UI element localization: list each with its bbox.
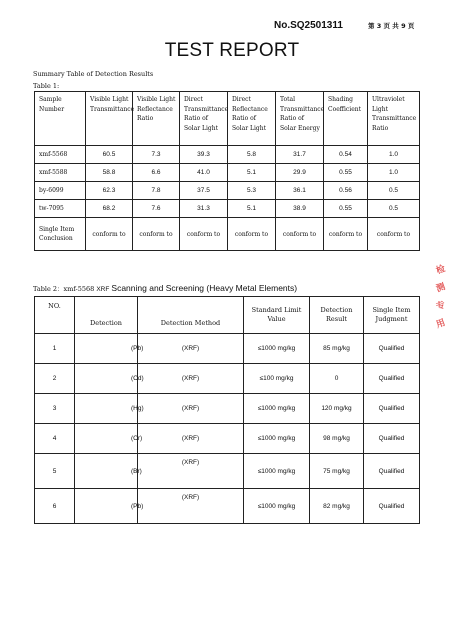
page-number: 第 3 页 共 9 页	[368, 22, 415, 30]
red-seal-stamp	[434, 262, 447, 352]
table2-header-cell: Detection Method	[138, 297, 244, 334]
row-number: 5	[35, 454, 75, 489]
table2-header-cell: Standard Limit Value	[244, 297, 310, 334]
table2-header-cell: Single Item Judgment	[364, 297, 420, 334]
judgment-cell: Qualified	[364, 454, 420, 489]
element-cell: (Cr)	[75, 424, 138, 454]
table-cell: 41.0	[180, 164, 228, 182]
judgment-cell: Qualified	[364, 364, 420, 394]
method-cell: (XRF)	[138, 424, 244, 454]
result-cell: 82 mg/kg	[310, 489, 364, 524]
table-cell: 7.8	[133, 182, 180, 200]
sample-number-cell: by-6099	[35, 182, 86, 200]
row-number: 3	[35, 394, 75, 424]
table-row	[35, 182, 420, 200]
table-cell: 7.3	[133, 146, 180, 164]
row-number: 6	[35, 489, 75, 524]
table1-header-cell: Direct Reflectance Ratio of Solar Light	[228, 92, 276, 146]
table1-header-cell: Visible Light Reflectance Ratio	[133, 92, 180, 146]
table-cell: 31.3	[180, 200, 228, 218]
table-cell: 38.9	[276, 200, 324, 218]
conclusion-cell: conform to	[368, 218, 420, 251]
stamp-glyph: 专	[434, 300, 447, 313]
table-cell: 36.1	[276, 182, 324, 200]
element-cell: (Hg)	[75, 394, 138, 424]
conclusion-row	[35, 218, 420, 251]
table2-label-title: Scanning and Screening (Heavy Metal Elements)	[111, 283, 298, 293]
method-cell: (XRF)	[138, 364, 244, 394]
table-cell: 0.54	[324, 146, 368, 164]
table-cell: 68.2	[86, 200, 133, 218]
table-cell: 0.5	[368, 182, 420, 200]
table-cell: 7.6	[133, 200, 180, 218]
limit-cell: ≤1000 mg/kg	[244, 489, 310, 524]
stamp-glyph: 测	[434, 282, 447, 295]
table-row	[35, 334, 420, 364]
summary-title: Summary Table of Detection Results	[33, 70, 154, 78]
result-cell: 85 mg/kg	[310, 334, 364, 364]
table2-header-row	[35, 297, 420, 334]
element-cell: (Br)	[75, 454, 138, 489]
conclusion-cell: conform to	[276, 218, 324, 251]
table2-label-prefix: Table 2：xmf-5568	[33, 285, 95, 293]
result-cell: 98 mg/kg	[310, 424, 364, 454]
table1-header-cell: Shading Coefficient	[324, 92, 368, 146]
element-cell: (Cd)	[75, 364, 138, 394]
report-title: TEST REPORT	[164, 40, 300, 61]
table1-header-cell: Sample Number	[35, 92, 86, 146]
row-number: 1	[35, 334, 75, 364]
table2-label	[33, 283, 297, 293]
table-row	[35, 394, 420, 424]
table-cell: 5.1	[228, 200, 276, 218]
table1-label: Table 1:	[33, 82, 60, 90]
conclusion-cell: conform to	[86, 218, 133, 251]
table-cell: 5.8	[228, 146, 276, 164]
table-cell: 29.9	[276, 164, 324, 182]
heavy-metal-table	[34, 296, 420, 524]
table2-header-cell: Detection	[75, 297, 138, 334]
report-number: No.SQ2501311	[274, 20, 343, 31]
table1-header-row	[35, 92, 420, 146]
table-cell: 6.6	[133, 164, 180, 182]
table-cell: 1.0	[368, 146, 420, 164]
method-cell: (XRF)	[138, 489, 244, 524]
judgment-cell: Qualified	[364, 334, 420, 364]
table2-header-cell: NO.	[35, 297, 75, 334]
conclusion-label: Single Item Conclusion	[35, 218, 86, 251]
result-cell: 75 mg/kg	[310, 454, 364, 489]
limit-cell: ≤100 mg/kg	[244, 364, 310, 394]
stamp-glyph: 用	[434, 318, 447, 331]
sample-number-cell: xmf-5568	[35, 146, 86, 164]
table-cell: 58.8	[86, 164, 133, 182]
table1-header-cell: Direct Transmittance Ratio of Solar Light	[180, 92, 228, 146]
result-cell: 0	[310, 364, 364, 394]
method-cell: (XRF)	[138, 454, 244, 489]
table-cell: 0.55	[324, 164, 368, 182]
table1-header-cell: Ultraviolet Light Transmittance Ratio	[368, 92, 420, 146]
table-row	[35, 424, 420, 454]
sample-number-cell: xmf-5588	[35, 164, 86, 182]
table-cell: 5.3	[228, 182, 276, 200]
limit-cell: ≤1000 mg/kg	[244, 394, 310, 424]
table-cell: 31.7	[276, 146, 324, 164]
table-row	[35, 200, 420, 218]
table-cell: 1.0	[368, 164, 420, 182]
method-cell: (XRF)	[138, 394, 244, 424]
table-cell: 37.5	[180, 182, 228, 200]
table-cell: 0.5	[368, 200, 420, 218]
table-cell: 5.1	[228, 164, 276, 182]
sample-number-cell: tw-7095	[35, 200, 86, 218]
optical-results-table	[34, 91, 420, 251]
table-cell: 0.56	[324, 182, 368, 200]
table-row	[35, 489, 420, 524]
table-row	[35, 146, 420, 164]
table-cell: 62.3	[86, 182, 133, 200]
stamp-glyph: 检	[434, 264, 447, 277]
limit-cell: ≤1000 mg/kg	[244, 334, 310, 364]
table-cell: 39.3	[180, 146, 228, 164]
table-row	[35, 364, 420, 394]
table2-label-xrf: XRF	[96, 286, 110, 293]
table1-header-cell: Visible Light Transmittance	[86, 92, 133, 146]
table-row	[35, 164, 420, 182]
judgment-cell: Qualified	[364, 394, 420, 424]
method-cell: (XRF)	[138, 334, 244, 364]
element-cell: (Pb)	[75, 489, 138, 524]
limit-cell: ≤1000 mg/kg	[244, 454, 310, 489]
table-cell: 60.5	[86, 146, 133, 164]
judgment-cell: Qualified	[364, 424, 420, 454]
table2-header-cell: Detection Result	[310, 297, 364, 334]
judgment-cell: Qualified	[364, 489, 420, 524]
table-cell: 0.55	[324, 200, 368, 218]
row-number: 2	[35, 364, 75, 394]
result-cell: 120 mg/kg	[310, 394, 364, 424]
conclusion-cell: conform to	[180, 218, 228, 251]
limit-cell: ≤1000 mg/kg	[244, 424, 310, 454]
conclusion-cell: conform to	[133, 218, 180, 251]
row-number: 4	[35, 424, 75, 454]
element-cell: (Pb)	[75, 334, 138, 364]
table1-header-cell: Total Transmittance Ratio of Solar Energy	[276, 92, 324, 146]
conclusion-cell: conform to	[324, 218, 368, 251]
conclusion-cell: conform to	[228, 218, 276, 251]
table-row	[35, 454, 420, 489]
